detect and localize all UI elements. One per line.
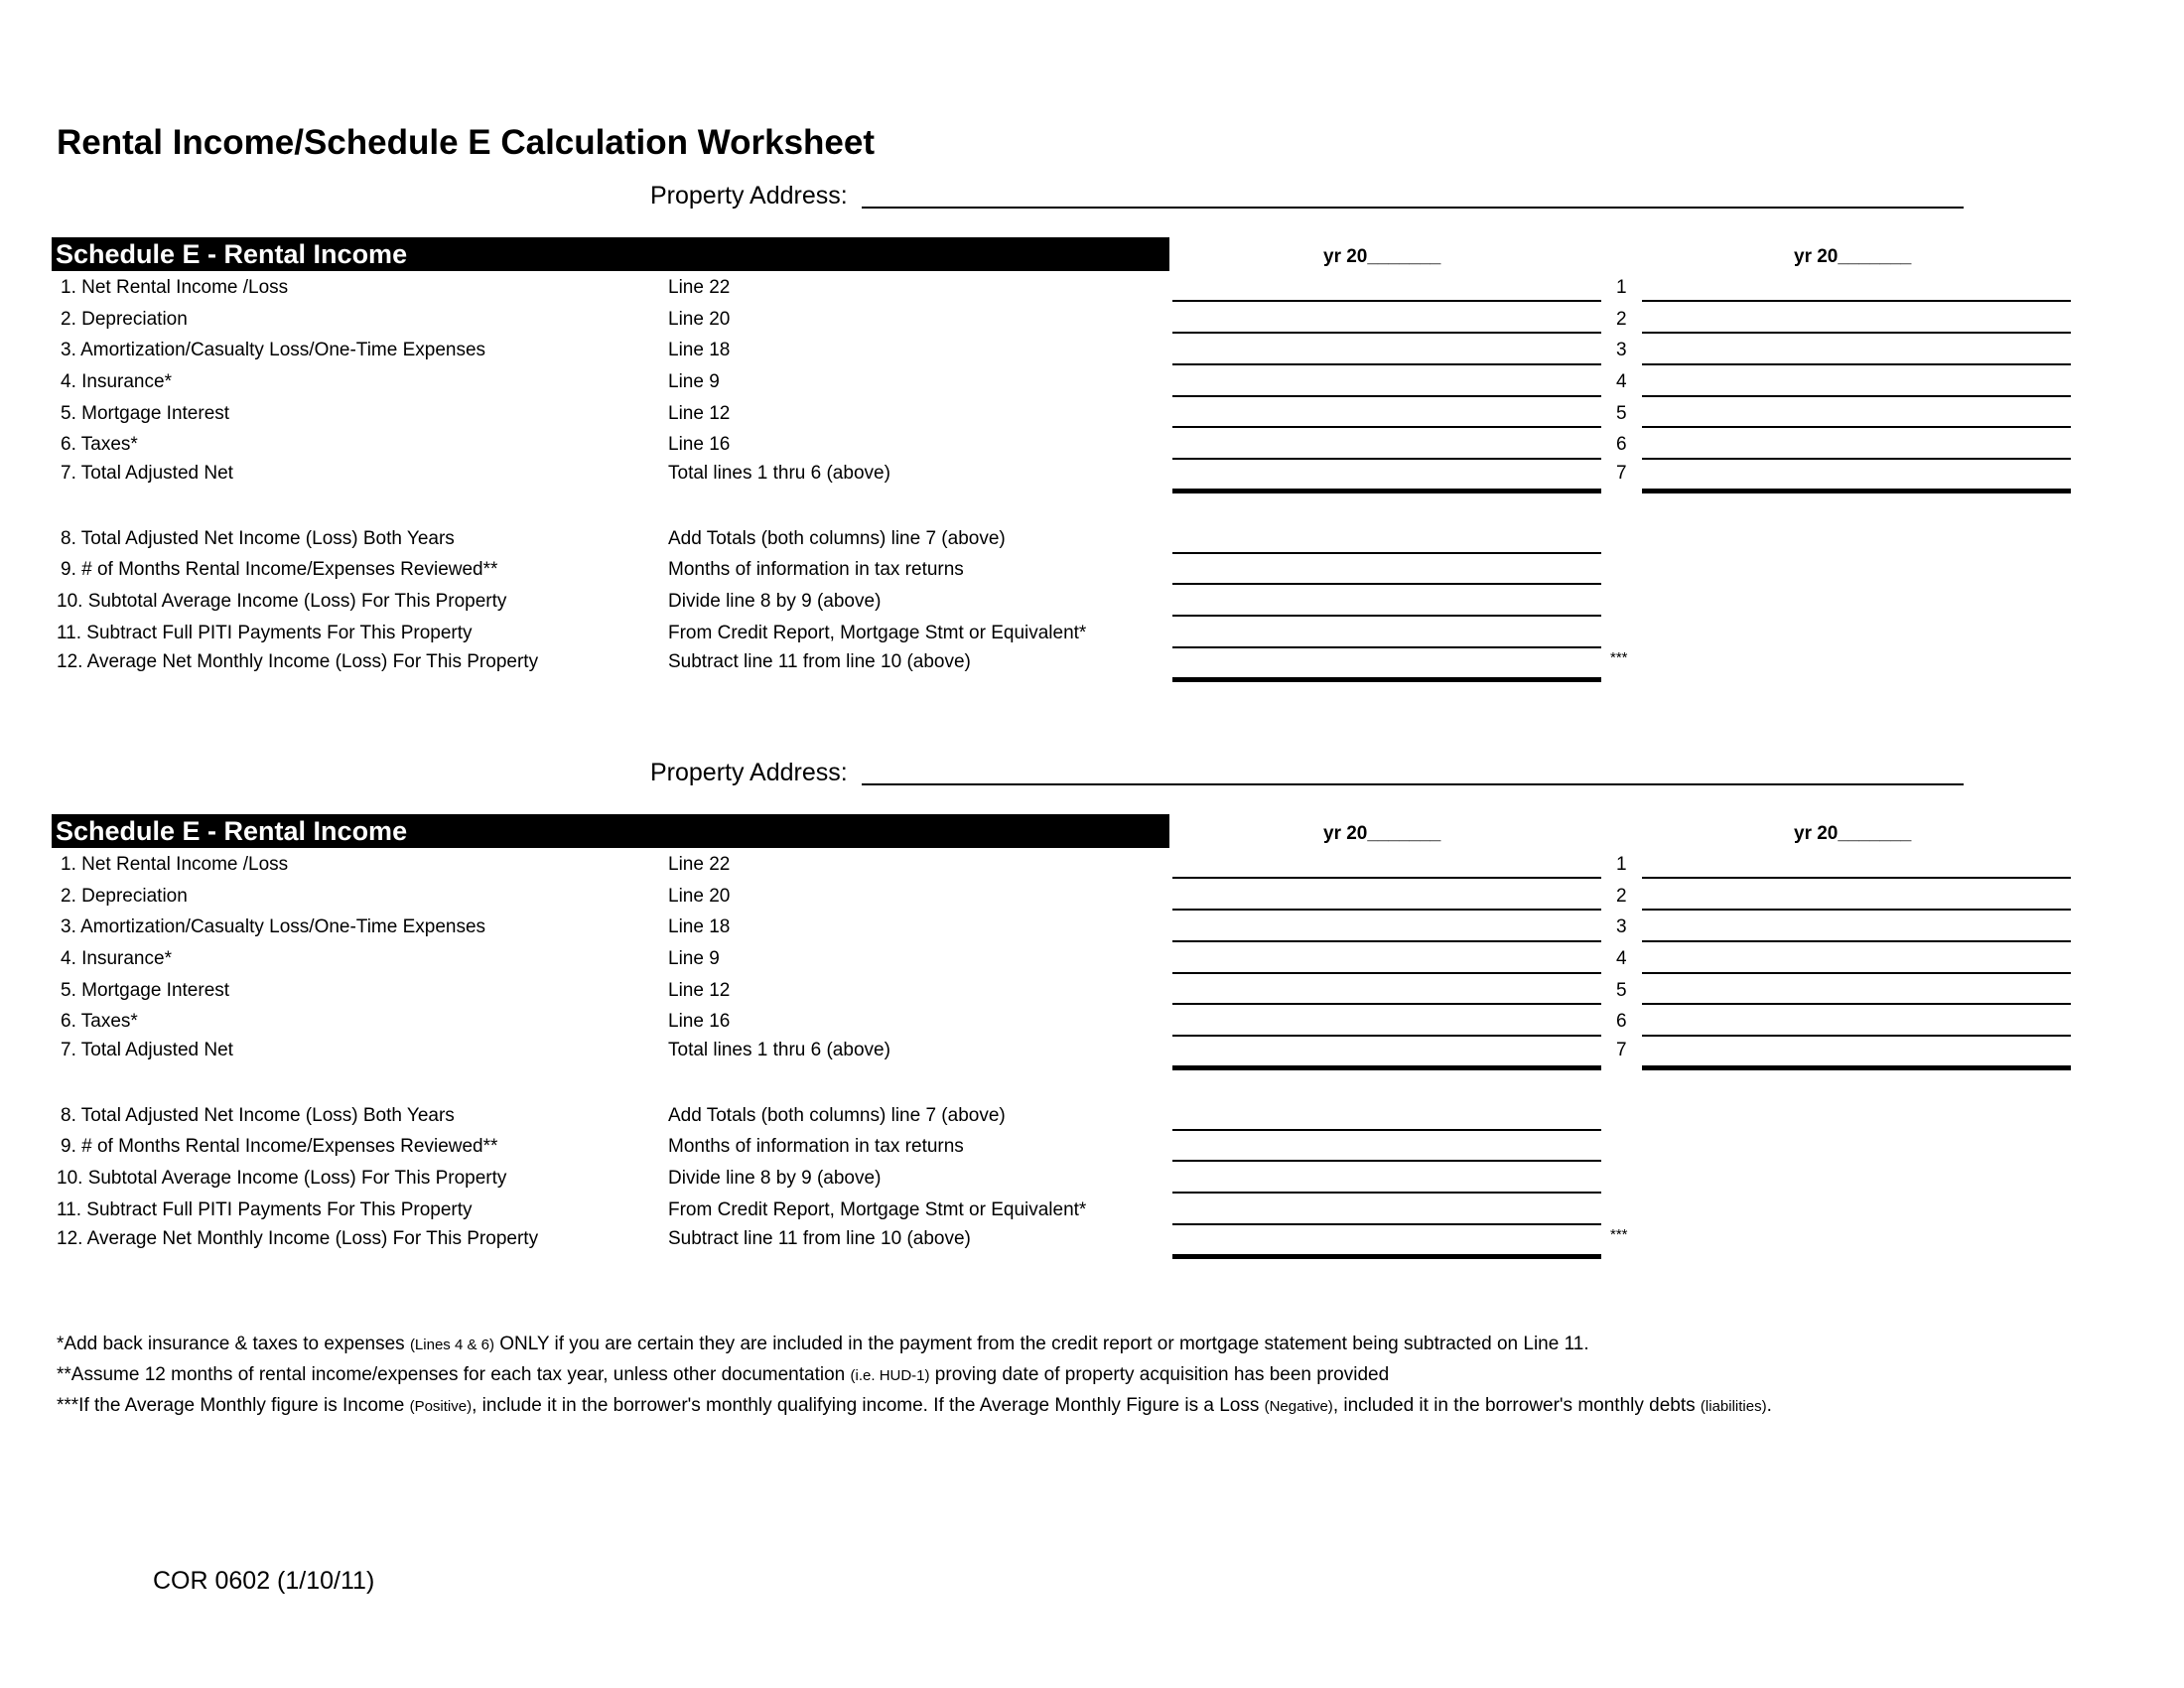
footnote-1-text-b: ONLY if you are certain they are included in the payment from the credit report or mortgage statement being subtracted on Line 11.	[493, 1334, 1589, 1354]
row-number: 4	[1616, 371, 1627, 392]
row-number: 5	[1616, 980, 1627, 1001]
summary-entry-field[interactable]	[1172, 583, 1601, 585]
year-1-entry-field[interactable]	[1172, 1065, 1601, 1070]
summary-reference: Divide line 8 by 9 (above)	[668, 1168, 882, 1189]
year-1-entry-field[interactable]	[1172, 489, 1601, 493]
year-1-entry-field[interactable]	[1172, 1003, 1601, 1005]
summary-entry-field[interactable]	[1172, 1129, 1601, 1131]
summary-reference: Months of information in tax returns	[668, 559, 964, 580]
summary-label: 10. Subtotal Average Income (Loss) For This Property	[57, 1168, 507, 1189]
section-header: Schedule E - Rental Income	[52, 814, 1169, 848]
row-reference: Line 22	[668, 277, 731, 298]
row-label: 2. Depreciation	[61, 309, 188, 330]
row-reference: Line 16	[668, 434, 731, 455]
row-label: 1. Net Rental Income /Loss	[61, 854, 289, 875]
year-2-entry-field[interactable]	[1642, 1003, 2071, 1005]
summary-label: 10. Subtotal Average Income (Loss) For This Property	[57, 591, 507, 612]
year-1-entry-field[interactable]	[1172, 458, 1601, 460]
year-2-entry-field[interactable]	[1642, 300, 2071, 302]
year-1-entry-field[interactable]	[1172, 300, 1601, 302]
footnote-3-text-d: .	[1766, 1395, 1772, 1416]
footnote-2	[57, 1364, 1389, 1386]
row-reference: Line 18	[668, 340, 731, 360]
summary-entry-field[interactable]	[1172, 552, 1601, 554]
footnote-3-small-3: (liabilities)	[1700, 1398, 1767, 1415]
year-2-entry-field[interactable]	[1642, 940, 2071, 942]
footnote-3-small-2: (Negative)	[1264, 1398, 1333, 1415]
property-address-field[interactable]	[862, 783, 1964, 785]
summary-reference: From Credit Report, Mortgage Stmt or Equivalent*	[668, 1199, 1087, 1220]
footnote-2-small: (i.e. HUD-1)	[850, 1367, 930, 1384]
summary-label: 11. Subtract Full PITI Payments For This Property	[57, 623, 473, 643]
year-2-entry-field[interactable]	[1642, 909, 2071, 911]
row-reference: Line 12	[668, 403, 731, 424]
property-address-label: Property Address:	[650, 182, 848, 210]
row-label: 6. Taxes*	[61, 1011, 138, 1032]
year-2-entry-field[interactable]	[1642, 426, 2071, 428]
year-1-entry-field[interactable]	[1172, 395, 1601, 397]
year-column-2-header: yr 20_______	[1794, 823, 1912, 844]
year-2-entry-field[interactable]	[1642, 332, 2071, 334]
row-reference: Total lines 1 thru 6 (above)	[668, 1040, 890, 1060]
row-label: 3. Amortization/Casualty Loss/One-Time Expenses	[61, 340, 486, 360]
summary-reference: Add Totals (both columns) line 7 (above)	[668, 1105, 1006, 1126]
row-reference: Line 20	[668, 886, 731, 907]
row-number: 1	[1616, 854, 1627, 875]
summary-label: 11. Subtract Full PITI Payments For This Property	[57, 1199, 473, 1220]
year-2-entry-field[interactable]	[1642, 489, 2071, 493]
year-2-entry-field[interactable]	[1642, 972, 2071, 974]
section-header: Schedule E - Rental Income	[52, 237, 1169, 271]
row-number: 4	[1616, 948, 1627, 969]
row-label: 7. Total Adjusted Net	[61, 463, 233, 484]
footnote-1-small: (Lines 4 & 6)	[409, 1336, 494, 1353]
year-1-entry-field[interactable]	[1172, 1035, 1601, 1037]
row-reference: Line 12	[668, 980, 731, 1001]
footnote-3-text-a: ***If the Average Monthly figure is Income	[57, 1395, 410, 1416]
footnote-3-text-c: , included it in the borrower's monthly debts	[1332, 1395, 1701, 1416]
form-code: COR 0602 (1/10/11)	[153, 1567, 375, 1595]
row-label: 4. Insurance*	[61, 371, 172, 392]
row-number: 7	[1616, 1040, 1627, 1060]
row-label: 5. Mortgage Interest	[61, 980, 230, 1001]
year-2-entry-field[interactable]	[1642, 1065, 2071, 1070]
footnote-1-text-a: *Add back insurance & taxes to expenses	[57, 1334, 410, 1354]
year-1-entry-field[interactable]	[1172, 332, 1601, 334]
footnote-2-text-b: proving date of property acquisition has been provided	[929, 1364, 1390, 1385]
row-label: 3. Amortization/Casualty Loss/One-Time Expenses	[61, 916, 486, 937]
year-2-entry-field[interactable]	[1642, 395, 2071, 397]
summary-reference: Divide line 8 by 9 (above)	[668, 591, 882, 612]
year-1-entry-field[interactable]	[1172, 940, 1601, 942]
summary-entry-field[interactable]	[1172, 615, 1601, 617]
row-label: 5. Mortgage Interest	[61, 403, 230, 424]
summary-entry-field[interactable]	[1172, 1223, 1601, 1225]
year-2-entry-field[interactable]	[1642, 1035, 2071, 1037]
triple-asterisk-note-marker: ***	[1610, 1226, 1628, 1243]
year-1-entry-field[interactable]	[1172, 363, 1601, 365]
row-number: 3	[1616, 916, 1627, 937]
year-1-entry-field[interactable]	[1172, 877, 1601, 879]
year-1-entry-field[interactable]	[1172, 972, 1601, 974]
footnote-3-text-b: , include it in the borrower's monthly qualifying income. If the Average Monthly Figure is a Loss	[472, 1395, 1265, 1416]
summary-reference: Subtract line 11 from line 10 (above)	[668, 651, 971, 672]
summary-entry-field[interactable]	[1172, 646, 1601, 648]
row-number: 6	[1616, 1011, 1627, 1032]
footnote-1	[57, 1334, 1589, 1355]
page-title: Rental Income/Schedule E Calculation Worksheet	[57, 123, 876, 162]
triple-asterisk-note-marker: ***	[1610, 649, 1628, 666]
footnote-3	[57, 1395, 1772, 1417]
summary-reference: Months of information in tax returns	[668, 1136, 964, 1157]
property-address-field[interactable]	[862, 207, 1964, 209]
property-address-label: Property Address:	[650, 759, 848, 786]
row-label: 4. Insurance*	[61, 948, 172, 969]
year-1-entry-field[interactable]	[1172, 426, 1601, 428]
summary-entry-field[interactable]	[1172, 1160, 1601, 1162]
row-number: 1	[1616, 277, 1627, 298]
row-reference: Line 22	[668, 854, 731, 875]
row-number: 7	[1616, 463, 1627, 484]
row-reference: Total lines 1 thru 6 (above)	[668, 463, 890, 484]
row-number: 6	[1616, 434, 1627, 455]
row-number: 3	[1616, 340, 1627, 360]
summary-entry-field[interactable]	[1172, 1254, 1601, 1259]
summary-label: 12. Average Net Monthly Income (Loss) For This Property	[57, 1228, 539, 1249]
year-2-entry-field[interactable]	[1642, 458, 2071, 460]
year-column-1-header: yr 20_______	[1323, 246, 1441, 267]
row-reference: Line 20	[668, 309, 731, 330]
row-label: 6. Taxes*	[61, 434, 138, 455]
row-number: 5	[1616, 403, 1627, 424]
row-label: 7. Total Adjusted Net	[61, 1040, 233, 1060]
summary-label: 9. # of Months Rental Income/Expenses Reviewed**	[61, 559, 498, 580]
summary-entry-field[interactable]	[1172, 1192, 1601, 1194]
summary-label: 12. Average Net Monthly Income (Loss) For This Property	[57, 651, 539, 672]
row-label: 1. Net Rental Income /Loss	[61, 277, 289, 298]
footnote-3-small-1: (Positive)	[409, 1398, 473, 1415]
row-reference: Line 9	[668, 948, 720, 969]
summary-entry-field[interactable]	[1172, 677, 1601, 682]
row-number: 2	[1616, 886, 1627, 907]
year-column-1-header: yr 20_______	[1323, 823, 1441, 844]
year-1-entry-field[interactable]	[1172, 909, 1601, 911]
summary-label: 8. Total Adjusted Net Income (Loss) Both Years	[61, 1105, 455, 1126]
year-2-entry-field[interactable]	[1642, 363, 2071, 365]
summary-reference: Subtract line 11 from line 10 (above)	[668, 1228, 971, 1249]
year-column-2-header: yr 20_______	[1794, 246, 1912, 267]
row-reference: Line 9	[668, 371, 720, 392]
row-label: 2. Depreciation	[61, 886, 188, 907]
row-number: 2	[1616, 309, 1627, 330]
summary-reference: Add Totals (both columns) line 7 (above)	[668, 528, 1006, 549]
year-2-entry-field[interactable]	[1642, 877, 2071, 879]
summary-reference: From Credit Report, Mortgage Stmt or Equivalent*	[668, 623, 1087, 643]
summary-label: 9. # of Months Rental Income/Expenses Reviewed**	[61, 1136, 498, 1157]
footnote-2-text-a: **Assume 12 months of rental income/expenses for each tax year, unless other documentation	[57, 1364, 851, 1385]
summary-label: 8. Total Adjusted Net Income (Loss) Both Years	[61, 528, 455, 549]
row-reference: Line 18	[668, 916, 731, 937]
row-reference: Line 16	[668, 1011, 731, 1032]
